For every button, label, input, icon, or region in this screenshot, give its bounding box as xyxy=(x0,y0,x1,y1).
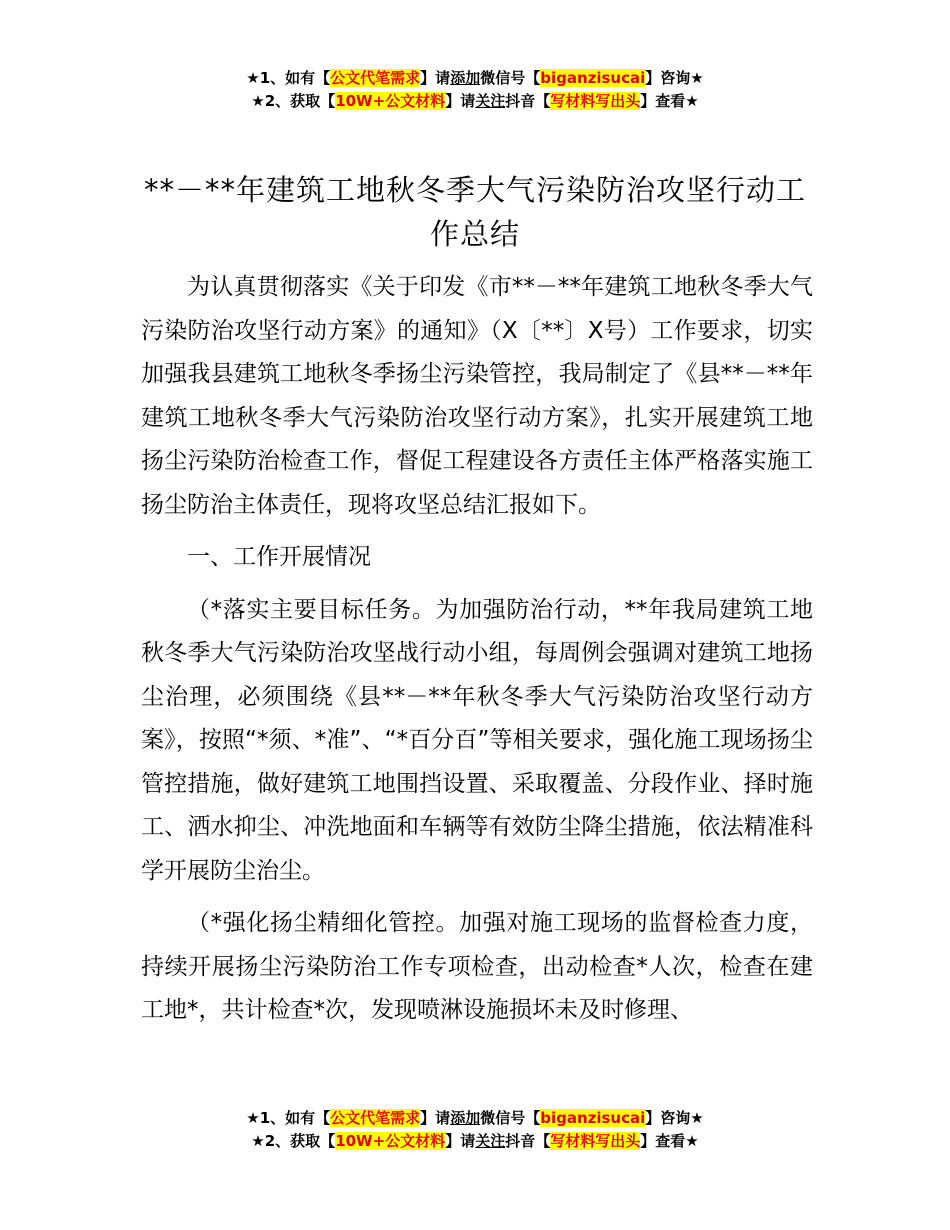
document-title: **－**年建筑工地秋冬季大气污染防治攻坚行动工作总结 xyxy=(143,173,806,251)
promo-highlight: 公文代笔需求 xyxy=(330,69,421,87)
promo-text: 抖音【 xyxy=(505,1132,551,1150)
wechat-id-highlight: biganzisucai xyxy=(540,69,646,87)
intro-paragraph: 为认真贯彻落实《关于印发《市**－**年建筑工地秋冬季大气污染防治攻坚行动方案》的通知》（X〔**〕X号）工作要求，切实加强我县建筑工地秋冬季扬尘污染管控，我局制定了《县**－**年建筑工地秋冬季大气污染防治攻坚行动方案》，扎实开展建筑工地扬尘污染防治检查工作，督促工程建设各方责任主体严格落实施工扬尘防治主体责任，现将攻坚总结汇报如下。 xyxy=(141,274,813,518)
promo-text: ★2、获取【 xyxy=(251,92,336,110)
promo-line-1 xyxy=(0,67,950,90)
promo-text: 】请 xyxy=(445,1132,476,1150)
body-paragraph: （*强化扬尘精细化管控。加强对施工现场的监督检查力度，持续开展扬尘污染防治工作专项检查，出动检查*人次，检查在建工地*，共计检查*次，发现喷淋设施损坏未及时修理、 xyxy=(141,910,813,1023)
promo-underlined: 添加 xyxy=(450,1109,481,1127)
douyin-id-highlight: 写材料写出头 xyxy=(550,1132,641,1150)
promo-banner-top xyxy=(0,67,950,113)
promo-text: 】查看★ xyxy=(640,1132,699,1150)
section-heading: 一、工作开展情况 xyxy=(187,544,371,570)
promo-text: 】咨询★ xyxy=(645,69,704,87)
wechat-id-highlight: biganzisucai xyxy=(540,1109,646,1127)
promo-underlined: 添加 xyxy=(450,69,481,87)
promo-line-2 xyxy=(0,90,950,113)
promo-text: 】请 xyxy=(420,69,451,87)
promo-text: 】咨询★ xyxy=(645,1109,704,1127)
promo-line-2 xyxy=(0,1130,950,1153)
promo-text: 抖音【 xyxy=(505,92,551,110)
body-paragraph: （*落实主要目标任务。为加强防治行动，**年我局建筑工地秋冬季大气污染防治攻坚战行动小组，每周例会强调对建筑工地扬尘治理，必须围绕《县**－**年秋冬季大气污染防治攻坚行动方案》，按照“*须、*准”、“*百分百”等相关要求，强化施工现场扬尘管控措施，做好建筑工地围挡设置、采取覆盖、分段作业、择时施工、洒水抑尘、冲洗地面和车辆等有效防尘降尘措施，依法精准科学开展防尘治尘。 xyxy=(141,596,813,884)
promo-banner-bottom xyxy=(0,1107,950,1153)
promo-underlined: 关注 xyxy=(475,92,506,110)
promo-underlined: 关注 xyxy=(475,1132,506,1150)
promo-text: 】请 xyxy=(445,92,476,110)
promo-highlight: 公文代笔需求 xyxy=(330,1109,421,1127)
document-body xyxy=(141,266,813,1033)
promo-highlight: 10W+公文材料 xyxy=(335,1132,446,1150)
promo-text: 微信号【 xyxy=(480,69,541,87)
promo-text: ★1、如有【 xyxy=(246,1109,331,1127)
douyin-id-highlight: 写材料写出头 xyxy=(550,92,641,110)
promo-text: 】请 xyxy=(420,1109,451,1127)
promo-text: ★2、获取【 xyxy=(251,1132,336,1150)
promo-text: ★1、如有【 xyxy=(246,69,331,87)
promo-text: 微信号【 xyxy=(480,1109,541,1127)
promo-line-1 xyxy=(0,1107,950,1130)
promo-text: 】查看★ xyxy=(640,92,699,110)
promo-highlight: 10W+公文材料 xyxy=(335,92,446,110)
